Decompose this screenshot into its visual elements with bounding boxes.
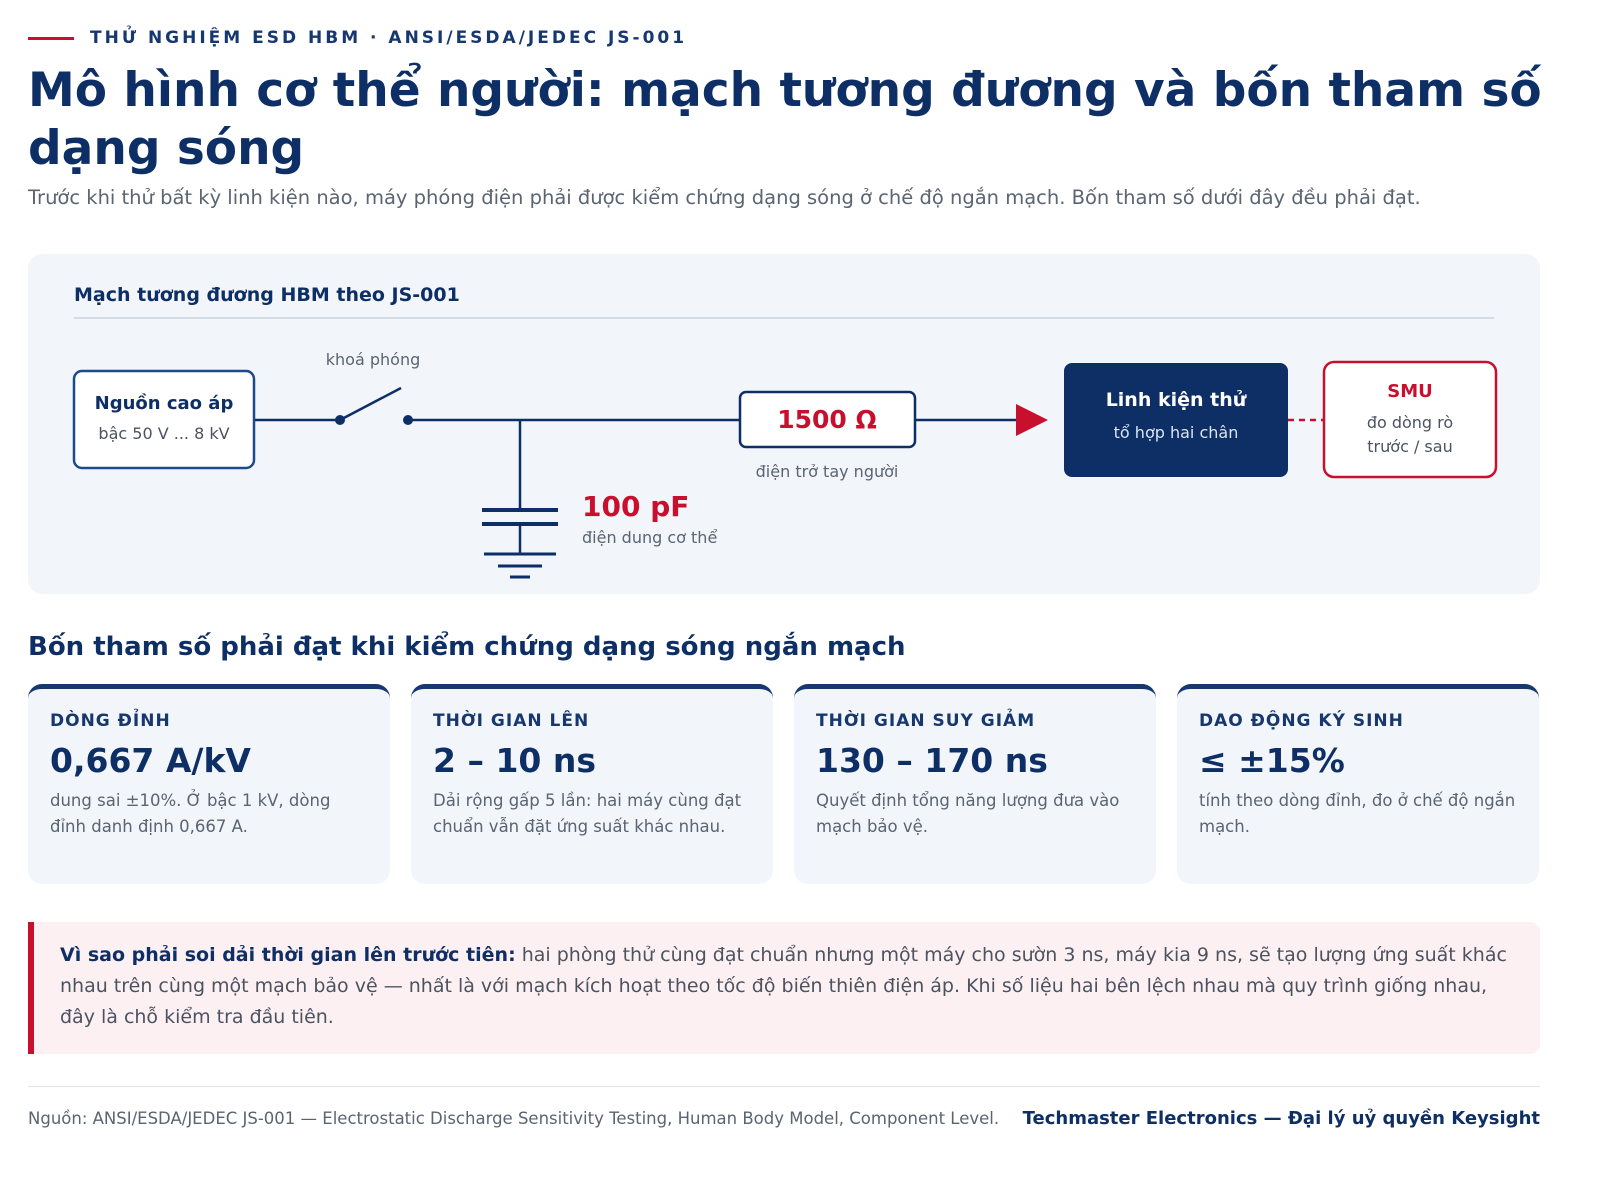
param-value: ≤ ±15% (1199, 741, 1345, 780)
callout-body: hai phòng thử cùng đạt chuẩn nhưng một máy cho sườn 3 ns, máy kia 9 ns, sẽ tạo lượng ứng suất khác nhau trên cùng một mạch bảo vệ — nhất là với mạch kích hoạt theo tốc độ biến thiên điện áp. Khi số liệu hai bên lệch nhau mà quy trình giống nhau, đây là chỗ kiểm tra đầu tiên. (60, 944, 1507, 1028)
param-value: 2 – 10 ns (433, 741, 596, 780)
param-label: DAO ĐỘNG KÝ SINH (1199, 711, 1404, 731)
param-label: THỜI GIAN LÊN (433, 711, 590, 731)
page-subtitle: Trước khi thử bất kỳ linh kiện nào, máy phóng điện phải được kiểm chứng dạng sóng ở chế độ ngắn mạch. Bốn tham số dưới đây đều phải đạt. (28, 186, 1421, 209)
smu-sub-1: đo dòng rò (1366, 413, 1454, 432)
param-value: 130 – 170 ns (816, 741, 1048, 780)
switch-blade (340, 388, 401, 420)
switch-label: khoá phóng (325, 350, 421, 369)
source-title: Nguồn cao áp (94, 393, 234, 414)
params-grid (28, 684, 1540, 884)
callout-box (28, 922, 1540, 1054)
param-label: DÒNG ĐỈNH (50, 711, 171, 731)
param-label: THỜI GIAN SUY GIẢM (816, 711, 1036, 731)
circuit-diagram-card (28, 254, 1540, 594)
param-card-decay-time (794, 684, 1156, 884)
param-desc: Quyết định tổng năng lượng đưa vào mạch bảo vệ. (816, 791, 1120, 836)
capacitor-label: điện dung cơ thể (582, 528, 718, 547)
arrow-head-icon (1016, 404, 1048, 436)
eyebrow-rule (28, 37, 74, 40)
smu-title: SMU (1387, 381, 1433, 402)
source-sub: bậc 50 V ... 8 kV (98, 424, 230, 443)
footer-source: Nguồn: ANSI/ESDA/JEDEC JS-001 — Electrostatic Discharge Sensitivity Testing, Human Body Model, Component Level. (28, 1109, 1000, 1128)
param-card-rise-time (411, 684, 773, 884)
eyebrow (28, 28, 687, 48)
capacitor-value: 100 pF (582, 490, 690, 523)
param-desc: tính theo dòng đỉnh, đo ở chế độ ngắn mạch. (1199, 791, 1516, 836)
param-desc: Dải rộng gấp 5 lần: hai máy cùng đạt chuẩn vẫn đặt ứng suất khác nhau. (433, 791, 742, 836)
smu-sub-2: trước / sau (1367, 437, 1453, 456)
page-title: Mô hình cơ thể người: mạch tương đương và bốn tham số dạng sóng (28, 63, 1542, 176)
diagram-heading: Mạch tương đương HBM theo JS-001 (74, 284, 460, 306)
param-desc: dung sai ±10%. Ở bậc 1 kV, dòng đỉnh danh định 0,667 A. (50, 791, 331, 836)
dut-title: Linh kiện thử (1105, 389, 1247, 411)
footer-divider (28, 1086, 1540, 1087)
high-voltage-source-box (74, 371, 254, 468)
params-section-title: Bốn tham số phải đạt khi kiểm chứng dạng sóng ngắn mạch (28, 632, 906, 662)
dut-box (1064, 363, 1288, 477)
param-card-ringing (1177, 684, 1539, 884)
resistor-value: 1500 Ω (777, 405, 877, 434)
callout-lead: Vì sao phải soi dải thời gian lên trước tiên: (60, 944, 516, 966)
footer-brand: Techmaster Electronics — Đại lý uỷ quyền Keysight (1022, 1108, 1540, 1129)
resistor-label: điện trở tay người (755, 462, 899, 481)
hbm-circuit-diagram (28, 254, 1540, 594)
dut-sub: tổ hợp hai chân (1113, 423, 1239, 442)
param-value: 0,667 A/kV (50, 741, 251, 780)
param-card-peak-current (28, 684, 390, 884)
eyebrow-text: THỬ NGHIỆM ESD HBM · ANSI/ESDA/JEDEC JS-001 (90, 28, 688, 48)
